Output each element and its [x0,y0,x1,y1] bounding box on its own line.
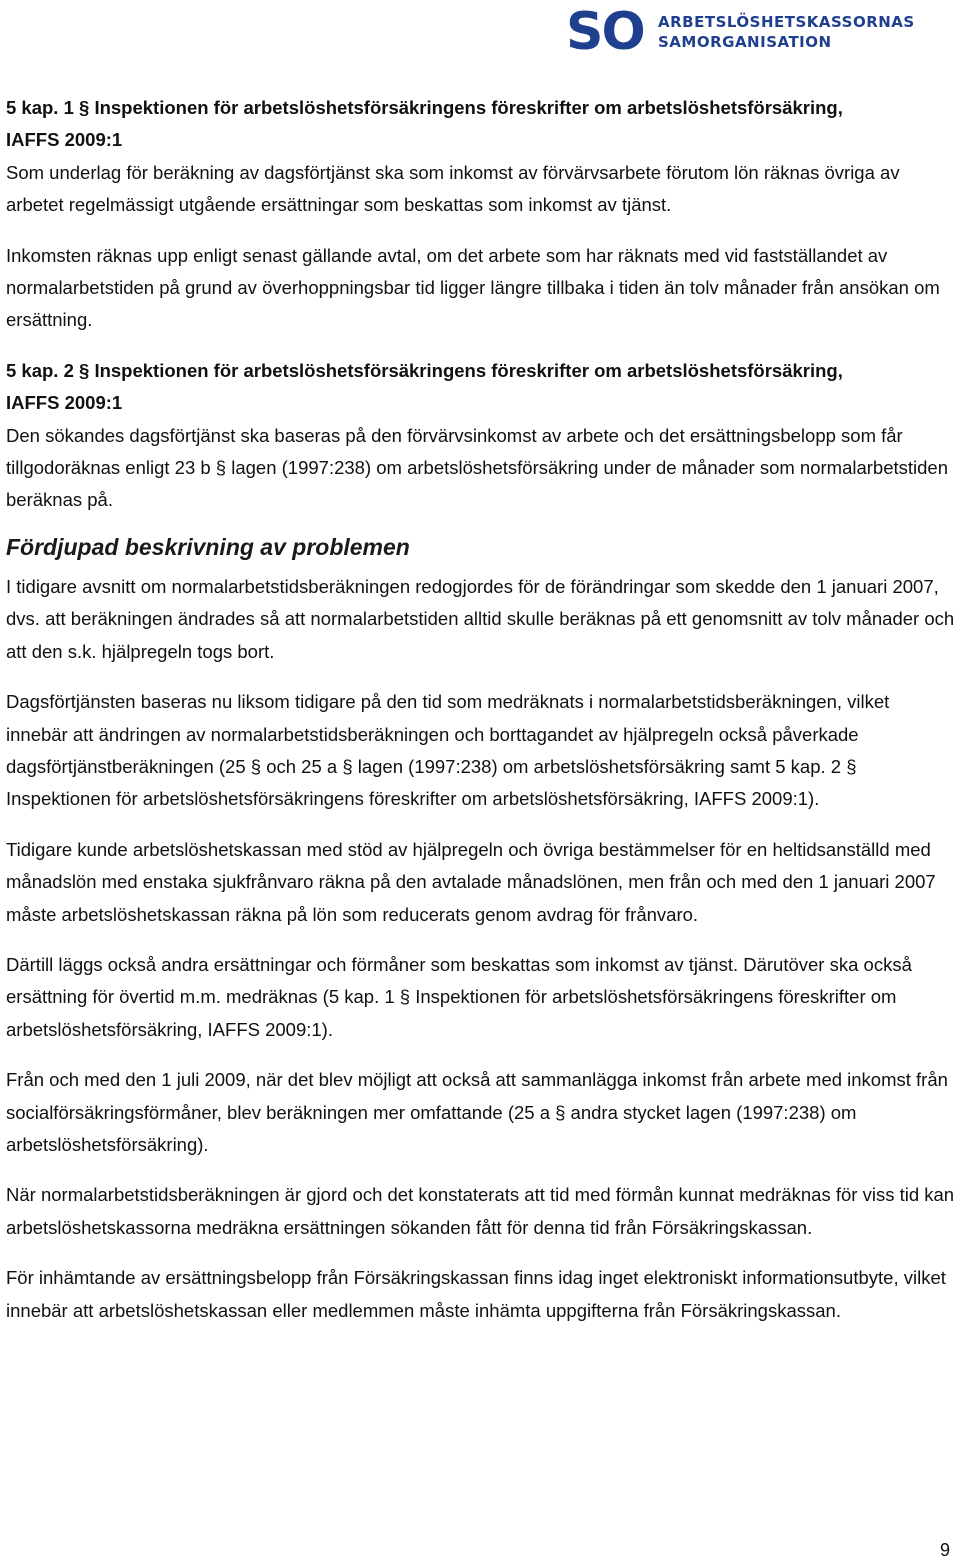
logo-text [658,12,915,52]
section-1-body-2: Inkomsten räknas upp enligt senast gällande avtal, om det arbete som har räknats med vid fastställandet av normalarbetstiden på grund av överhoppningsbar tid ligger längre tillbaka i tiden än tolv månader från ansökan om ersättning. [6,244,940,331]
paragraph-6: När normalarbetstidsberäkningen är gjord och det konstaterats att tid med förmån kunnat medräknas för viss tid kan arbetslöshetskassorna medräkna ersättningen sökanden fått för denna tid från Försäkringskassan. [6,1184,955,1238]
section-1-body: Som underlag för beräkning av dagsförtjänst ska som inkomst av förvärvsarbete förutom lön räknas övriga av arbetet regelmässigt utgående ersättningar som beskattas som inkomst av tjänst. [6,161,900,216]
paragraph-1: I tidigare avsnitt om normalarbetstidsberäkningen redogjordes för de förändringar som skedde den 1 januari 2007, dvs. att beräkningen ändrades så att normalarbetstiden alltid skulle beräknas på ett genomsnitt av tolv månader och att den s.k. hjälpregeln togs bort. [6,575,955,662]
section-1-heading [6,92,956,157]
logo-line-1: ARBETSLÖSHETSKASSORNAS [658,13,915,31]
paragraph-4: Därtill läggs också andra ersättningar och förmåner som beskattas som inkomst av tjänst. Därutöver ska också ersättning för övertid m.m. medräknas (5 kap. 1 § Inspektionen för arbetslöshetsförsäkringens föreskrifter om arbetslöshetsförsäkring, IAFFS 2009:1). [6,953,912,1040]
logo-mark: SO [566,2,644,62]
paragraph-5: Från och med den 1 juli 2009, när det blev möjligt att också att sammanlägga inkomst från arbete med inkomst från socialförsäkringsförmåner, blev beräkningen mer omfattande (25 a § andra stycket lagen (1997:238) om arbetslöshetsförsäkring). [6,1069,948,1155]
paragraph-2: Dagsförtjänsten baseras nu liksom tidigare på den tid som medräknats i normalarbetstidsberäkningen, vilket innebär att ändringen av normalarbetstidsberäkningen och borttagandet av hjälpregeln också påverkade dagsförtjänstberäkningen (25 § och 25 a § lagen (1997:238) om arbetslöshetsförsäkring samt 5 kap. 2 § Inspektionen för arbetslöshetsförsäkringens föreskrifter om arbetslöshetsförsäkring, IAFFS 2009:1). [6,691,890,810]
section-1-heading-line-1: 5 kap. 1 § Inspektionen för arbetslöshetsförsäkringens föreskrifter om arbetslöshetsförsäkring, [6,97,843,118]
organization-logo [566,2,936,62]
document-body [6,92,956,1339]
section-2-heading-line-1: 5 kap. 2 § Inspektionen för arbetslöshetsförsäkringens föreskrifter om arbetslöshetsförsäkring, [6,359,843,381]
paragraph-7: För inhämtande av ersättningsbelopp från Försäkringskassan finns idag inget elektroniskt informationsutbyte, vilket innebär att arbetslöshetskassan eller medlemmen måste inhämta uppgifterna från Försäkringskassan. [6,1267,946,1321]
section-2-body: Den sökandes dagsförtjänst ska baseras på den förvärvsinkomst av arbete och det ersättningsbelopp som får tillgodoräknas enligt 23 b § lagen (1997:238) om arbetslöshetsförsäkring under de månader som normalarbetstiden beräknas på. [6,424,949,511]
paragraph-3: Tidigare kunde arbetslöshetskassan med stöd av hjälpregeln och övriga bestämmelser för en heltidsanställd med månadslön med enstaka sjukfrånvaro räkna på den avtalade månadslönen, men från och med den 1 januari 2007 måste arbetslöshetskassan räkna på lön som reducerats genom avdrag för frånvaro. [6,838,936,925]
page-number: 9 [939,1540,950,1560]
main-heading: Fördjupad beskrivning av problemen [6,533,410,560]
section-1-heading-line-2: IAFFS 2009:1 [6,129,123,151]
logo-line-2: SAMORGANISATION [658,33,832,51]
section-2-heading-line-2: IAFFS 2009:1 [6,392,123,414]
section-2-heading [6,355,956,420]
